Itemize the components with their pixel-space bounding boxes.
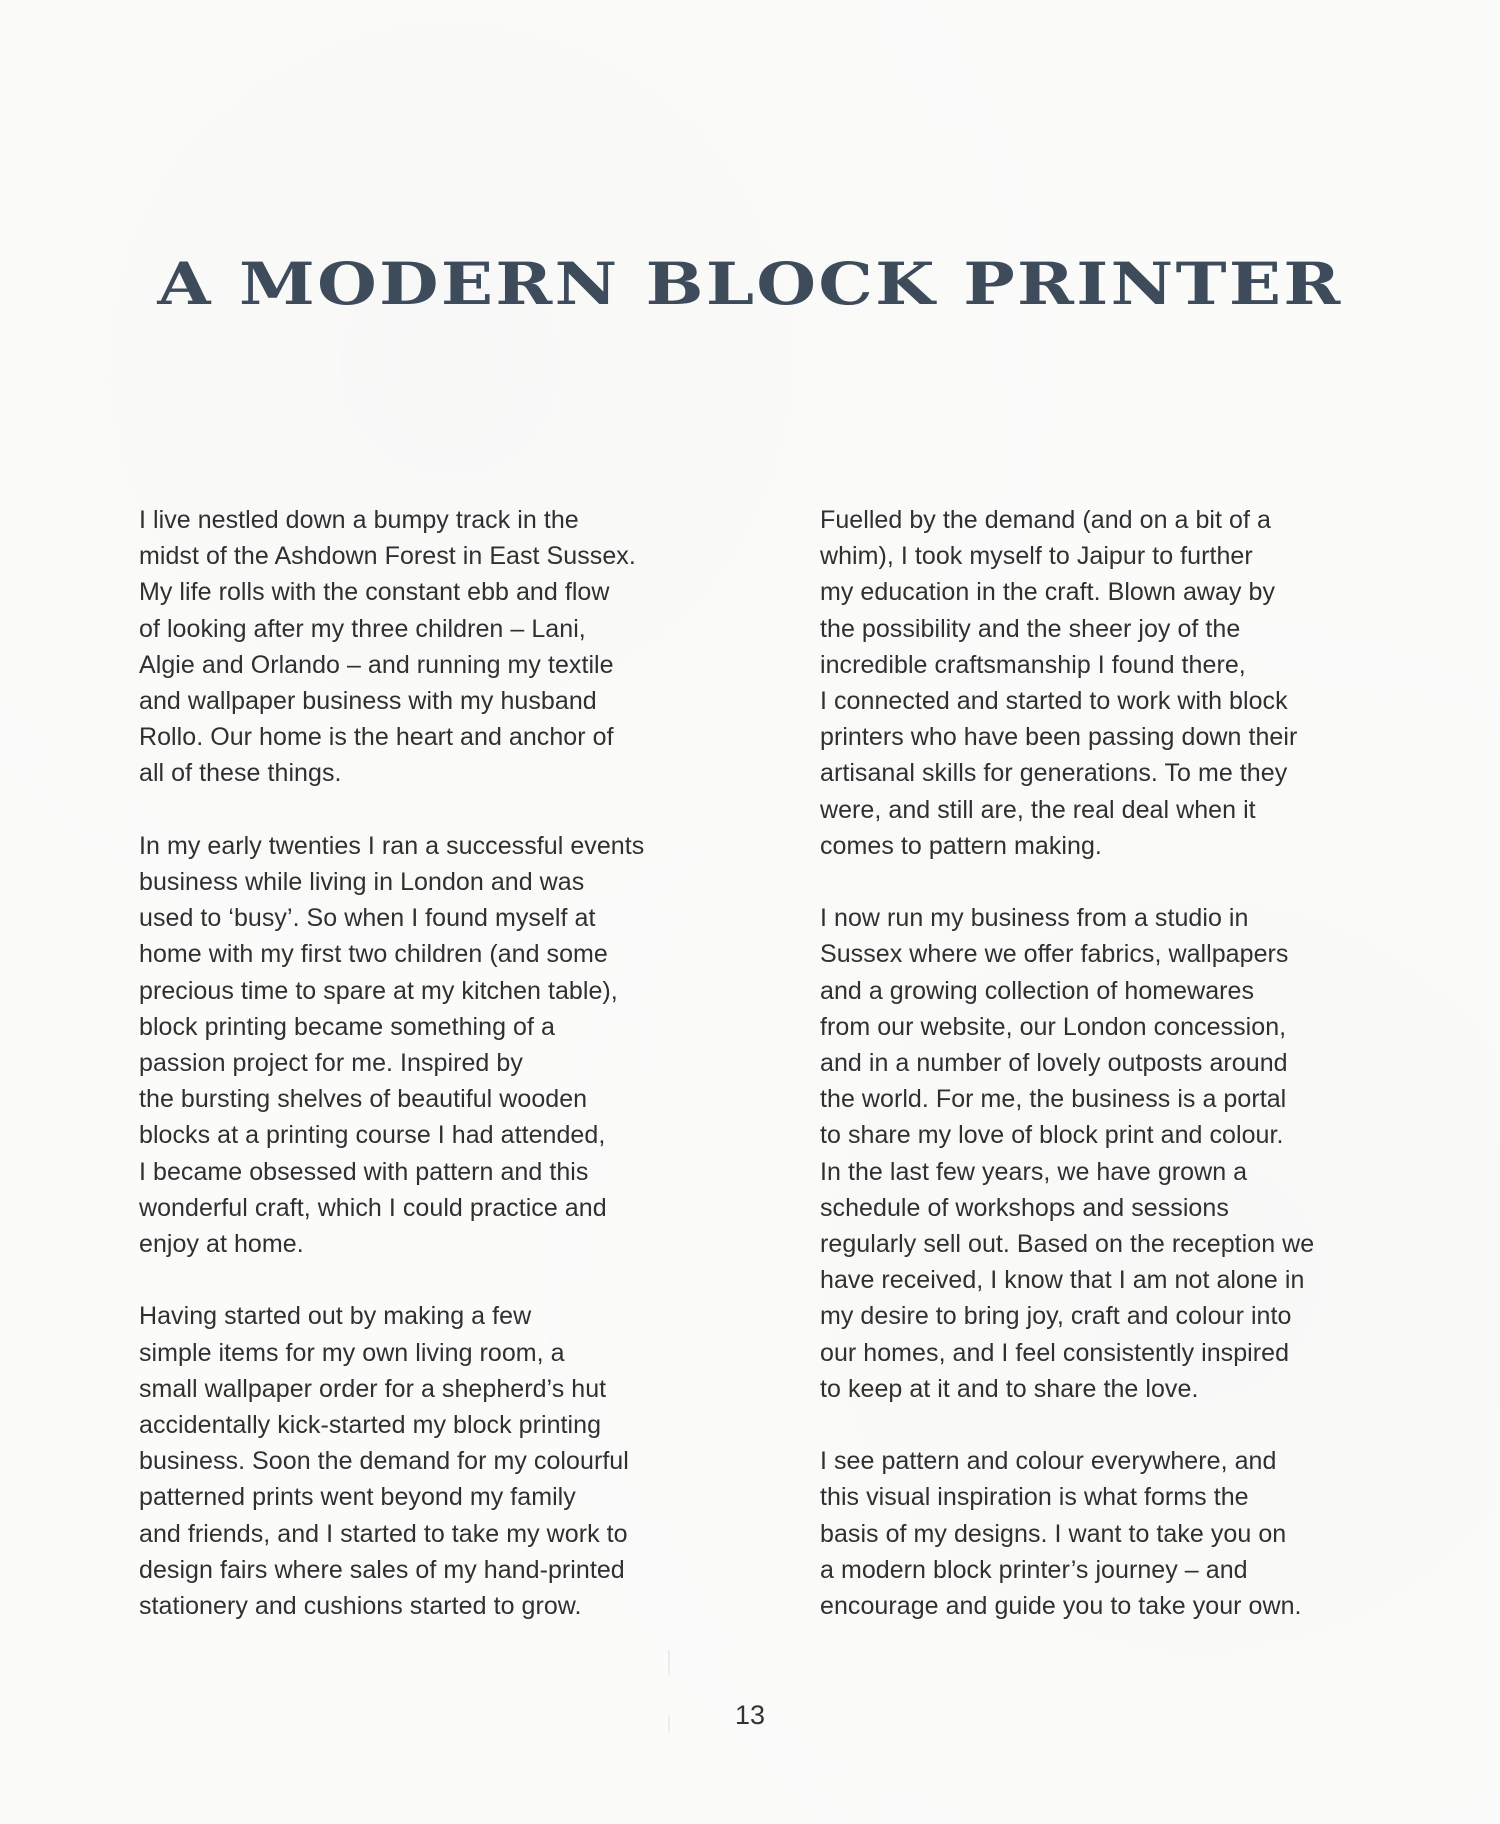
page-number: 13 — [734, 1700, 766, 1730]
right-paragraph-3: I see pattern and colour everywhere, and this visual inspiration is what forms the basis of my designs. I want to take you on a modern block printer’s journey – and encourage and guide you to take your own. — [820, 1447, 1302, 1621]
right-paragraph-1: Fuelled by the demand (and on a bit of a whim), I took myself to Jaipur to further my education in the craft. Blown away by the possibility and the sheer joy of the incredible craftsmanship I found there, I connected and started to work with block printers who have been passing down their artisanal skills for generations. To me they were, and still are, the real deal when it comes to pattern making. — [820, 506, 1298, 860]
right-paragraph-2: I now run my business from a studio in Sussex where we offer fabrics, wallpapers and a growing collection of homewares from our website, our London concession, and in a number of lovely outposts around the world. For me, the business is a portal to share my love of block print and colour. In the last few years, we have grown a schedule of workshops and sessions regularly sell out. Based on the reception we have received, I know that I am not alone in my desire to bring joy, craft and colour into our homes, and I feel consistently inspired to keep at it and to share the love. — [820, 904, 1315, 1403]
left-paragraph-2: In my early twenties I ran a successful events business while living in London and was used to ‘busy’. So when I found myself at home with my first two children (and some precious time to spare at my kitchen table), block printing became something of a passion project for me. Inspired by the bursting shelves of beautiful wooden blocks at a printing course I had attended, I became obsessed with pattern and this wonderful craft, which I could practice and enjoy at home. — [139, 831, 645, 1259]
left-text-column — [139, 502, 714, 1624]
page-title: A MODERN BLOCK PRINTER — [157, 250, 1343, 318]
left-paragraph-1: I live nestled down a bumpy track in the midst of the Ashdown Forest in East Sussex. My life rolls with the constant ebb and flow of looking after my three children – Lani, Algie and Orlando – and running my textile and wallpaper business with my husband Rollo. Our home is the heart and anchor of all of these things. — [139, 506, 636, 788]
right-text-column — [820, 502, 1395, 1624]
left-paragraph-3: Having started out by making a few simple items for my own living room, a small wallpaper order for a shepherd’s hut accidentally kick-started my block printing business. Soon the demand for my colourful patterned prints went beyond my family and friends, and I started to take my work to design fairs where sales of my hand-printed stationery and cushions started to grow. — [139, 1302, 629, 1621]
scan-artifact — [668, 1650, 670, 1675]
